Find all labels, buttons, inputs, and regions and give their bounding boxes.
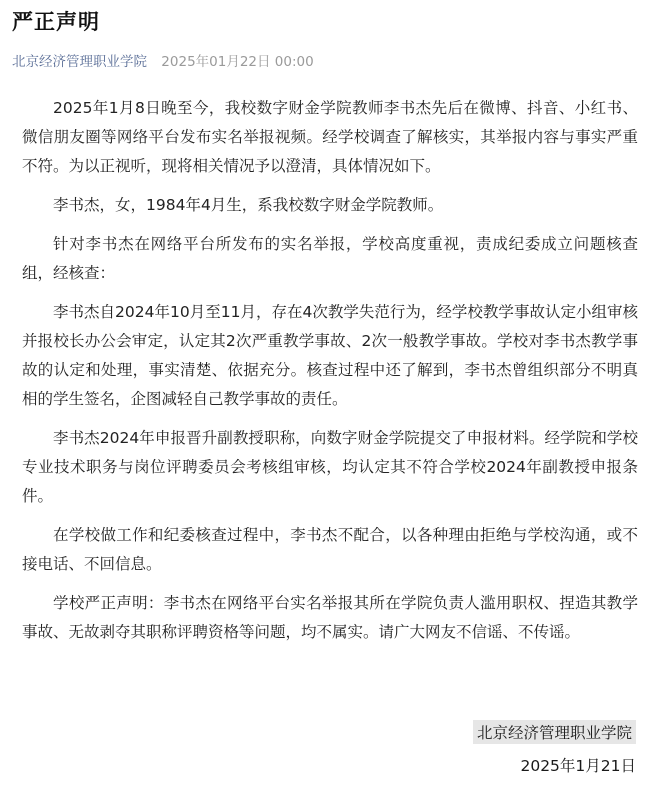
paragraph-investigation: 针对李书杰在网络平台所发布的实名举报，学校高度重视，责成纪委成立问题核查组，经核查：	[22, 235, 638, 282]
article-body	[22, 94, 638, 657]
signature-date: 2025年1月21日	[520, 757, 636, 775]
paragraph-profile: 李书杰，女，1984年4月生，系我校数字财金学院教师。	[53, 196, 444, 214]
signature-organization: 北京经济管理职业学院	[473, 720, 636, 744]
paragraph-noncooperation: 在学校做工作和纪委核查过程中，李书杰不配合，以各种理由拒绝与学校沟通，或不接电话、不回信息。	[22, 526, 638, 573]
account-name-link[interactable]: 北京经济管理职业学院	[12, 54, 147, 70]
article-meta	[12, 50, 314, 70]
paragraph-teaching-incidents: 李书杰自2024年10月至11月，存在4次教学失范行为，经学校教学事故认定小组审核并报校长办公会审定，认定其2次严重教学事故、2次一般教学事故。学校对李书杰教学事故的认定和处理，事实清楚、依据充分。核查过程中还了解到，李书杰曾组织部分不明真相的学生签名，企图减轻自己教学事故的责任。	[22, 303, 638, 408]
paragraph-statement: 学校严正声明：李书杰在网络平台实名举报其所在学院负责人滥用职权、捏造其教学事故、无故剥夺其职称评聘资格等问题，均不属实。请广大网友不信谣、不传谣。	[22, 594, 638, 641]
paragraph-promotion: 李书杰2024年申报晋升副教授职称，向数字财金学院提交了申报材料。经学院和学校专业技术职务与岗位评聘委员会考核组审核，均认定其不符合学校2024年副教授申报条件。	[22, 429, 638, 505]
paragraph-intro: 2025年1月8日晚至今，我校数字财金学院教师李书杰先后在微博、抖音、小红书、微信朋友圈等网络平台发布实名举报视频。经学校调查了解核实，其举报内容与事实严重不符。为以正视听，现将相关情况予以澄清，具体情况如下。	[22, 99, 638, 175]
publish-date: 2025年01月22日 00:00	[161, 54, 314, 70]
article-title: 严正声明	[12, 10, 100, 34]
